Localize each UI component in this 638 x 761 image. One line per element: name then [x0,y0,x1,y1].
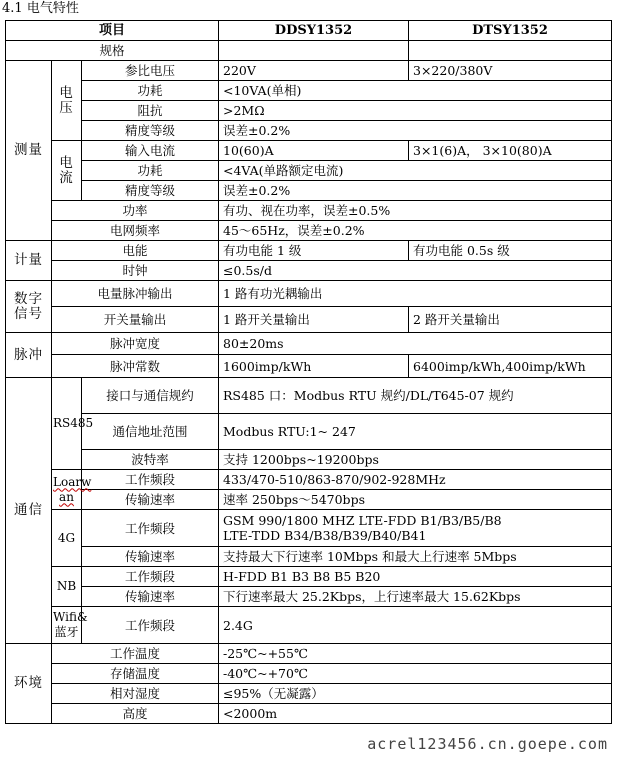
table-row [6,704,612,724]
param-name: 电量脉冲输出 [52,281,219,307]
param-name: 功耗 [82,161,219,181]
param-name: 传输速率 [82,547,219,567]
param-name: 工作频段 [82,470,219,490]
value-a: 1600imp/kWh [219,355,409,378]
param-name: 工作频段 [82,510,219,547]
param-name: 参比电压 [82,61,219,81]
table-row [6,450,612,470]
table-row [6,607,612,644]
value-b: 3×220/380V [409,61,612,81]
table-row [6,510,612,547]
param-name: 存储温度 [52,664,219,684]
wifi-label-2: 蓝牙 [54,625,79,639]
param-name: 脉冲宽度 [52,333,219,355]
param-name: 工作频段 [82,607,219,644]
param-name: 传输速率 [82,490,219,510]
value-a: 220V [219,61,409,81]
electrical-spec-table [5,20,612,724]
sub-4g: 4G [52,510,82,567]
value: ≤95%（无凝露） [219,684,612,704]
table-row [6,181,612,201]
header-row [6,21,612,41]
value [219,378,612,414]
value: 速率 250bps～5470bps [219,490,612,510]
table-row [6,470,612,490]
value: 2.4G [219,607,612,644]
param-name: 开关量输出 [52,307,219,333]
table-row [6,644,612,664]
table-row [6,490,612,510]
value: H-FDD B1 B3 B8 B5 B20 [219,567,612,587]
value: 误差±0.2% [219,181,612,201]
watermark-text: acrel123456.cn.goepe.com [367,735,608,753]
header-item: 项目 [6,21,219,41]
table-row [6,587,612,607]
table-row [6,281,612,307]
param-name: 传输速率 [82,587,219,607]
table-row [6,414,612,450]
value-a: 有功电能 1 级 [219,241,409,261]
section-number: 4.1 [2,1,23,16]
group-digital: 数字信号 [6,281,52,333]
param-name: 输入电流 [82,141,219,161]
value: 支持 1200bps~19200bps [219,450,612,470]
value-b: 2 路开关量输出 [409,307,612,333]
sub-wifi [52,607,88,644]
spec-a [219,41,409,61]
param-name: 精度等级 [82,121,219,141]
table-row [6,567,612,587]
param-name: 精度等级 [82,181,219,201]
value: 误差±0.2% [219,121,612,141]
group-comm: 通信 [6,378,52,644]
value: -25℃~+55℃ [219,644,612,664]
table-row [6,378,612,414]
lte-band-line-2: LTE-TDD B34/B38/B39/B40/B41 [223,528,427,543]
lora-label-2: an [59,489,74,504]
value-a: 1 路开关量输出 [219,307,409,333]
value: 45～65Hz，误差±0.2% [219,221,612,241]
table-row [6,121,612,141]
group-metering: 计量 [6,241,52,281]
value: ≤0.5s/d [219,261,612,281]
value-a: 10(60)A [219,141,409,161]
sub-lora [52,470,92,510]
param-name: 脉冲常数 [52,355,219,378]
lte-band-line-1: GSM 990/1800 MHZ LTE-FDD B1/B3/B5/B8 [223,513,502,528]
value-text: RS485 口：Modbus RTU 规约/DL/T645-07 规约 [223,388,514,403]
spec-label: 规格 [6,41,219,61]
table-row [6,547,612,567]
table-row [6,684,612,704]
sub-voltage: 电压 [52,61,82,141]
param-name: 通信地址范围 [82,414,219,450]
table-row [6,81,612,101]
table-row [6,241,612,261]
wifi-label-1: Wifi& [53,610,88,624]
value: <10VA(单相) [219,81,612,101]
sub-current: 电流 [52,141,82,201]
param-name: 工作频段 [82,567,219,587]
param-name: 功率 [52,201,219,221]
header-col-a: DDSY1352 [219,21,409,41]
table-row [6,61,612,81]
table-row [6,355,612,378]
value-b: 6400imp/kWh,400imp/kWh [409,355,612,378]
param-name: 时钟 [52,261,219,281]
table-row [6,261,612,281]
table-row [6,101,612,121]
value [219,510,612,547]
table-row [6,664,612,684]
group-env: 环境 [6,644,52,724]
value: >2MΩ [219,101,612,121]
param-name: 波特率 [82,450,219,470]
param-name: 电网频率 [52,221,219,241]
value: -40℃~+70℃ [219,664,612,684]
param-name: 高度 [52,704,219,724]
value: <4VA(单路额定电流) [219,161,612,181]
spec-row [6,41,612,61]
table-row [6,141,612,161]
param-name: 阻抗 [82,101,219,121]
sub-nb: NB [52,567,82,607]
value: 80±20ms [219,333,612,355]
param-name: 功耗 [82,81,219,101]
header-col-b: DTSY1352 [409,21,612,41]
spec-b [409,41,612,61]
group-pulse: 脉冲 [6,333,52,378]
param-name: 接口与通信规约 [82,378,219,414]
section-title [2,1,79,17]
value-b: 有功电能 0.5s 级 [409,241,612,261]
value: <2000m [219,704,612,724]
section-title-text: 电气特性 [26,1,79,16]
sub-rs485: RS485 [52,378,82,470]
table-row [6,307,612,333]
value: 下行速率最大 25.2Kbps，上行速率最大 15.62Kbps [219,587,612,607]
table-row [6,221,612,241]
value: Modbus RTU:1~ 247 [219,414,612,450]
table-row [6,161,612,181]
table-row [6,201,612,221]
value: 有功、视在功率，误差±0.5% [219,201,612,221]
value: 1 路有功光耦输出 [219,281,612,307]
param-name: 工作温度 [52,644,219,664]
group-measure: 测量 [6,61,52,241]
lora-label-1: Loarw [53,474,92,489]
param-name: 相对湿度 [52,684,219,704]
value: 支持最大下行速率 10Mbps 和最大上行速率 5Mbps [219,547,612,567]
value: 433/470-510/863-870/902-928MHz [219,470,612,490]
param-name: 电能 [52,241,219,261]
table-row [6,333,612,355]
value-b: 3×1(6)A， 3×10(80)A [409,141,612,161]
